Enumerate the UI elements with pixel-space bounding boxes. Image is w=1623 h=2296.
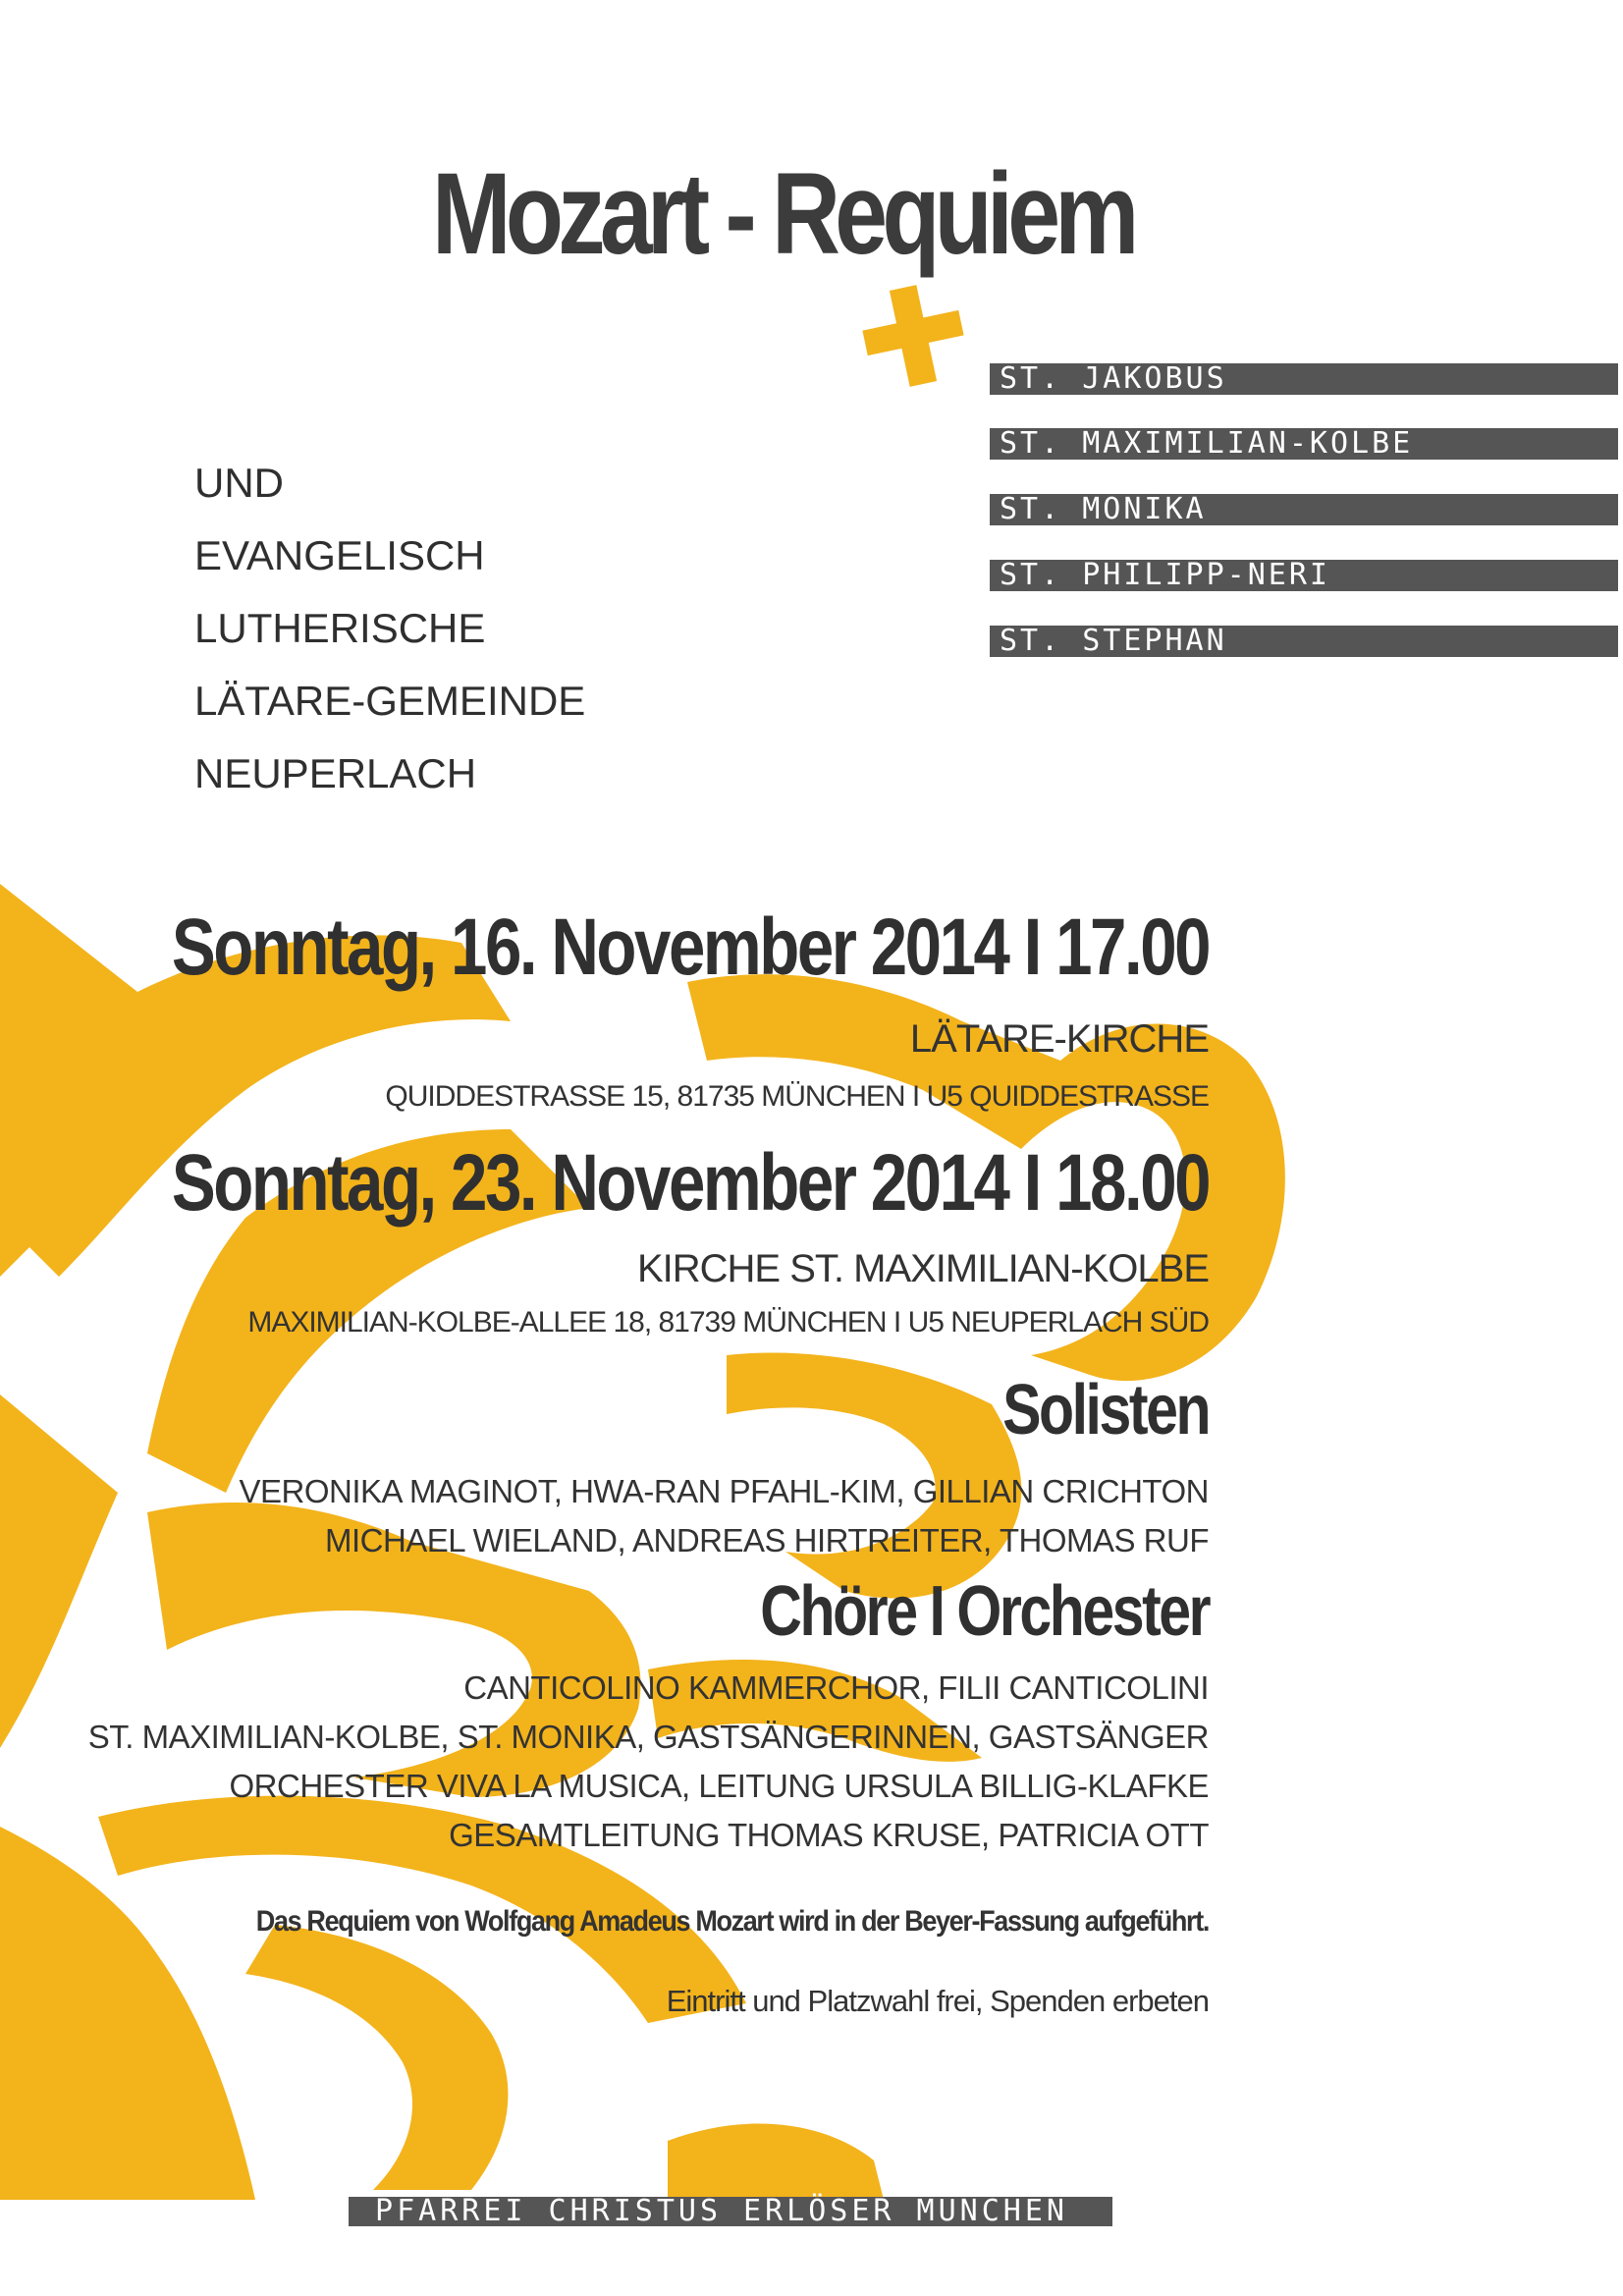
soloists-line: VERONIKA MAGINOT, HWA-RAN PFAHL-KIM, GILLIAN CRICHTON (239, 1473, 1209, 1509)
concert-venue-2: KIRCHE ST. MAXIMILIAN-KOLBE (636, 1247, 1209, 1290)
ensembles-line: ST. MAXIMILIAN-KOLBE, ST. MONIKA, GASTSÄNGERINNEN, GASTSÄNGER (87, 1719, 1209, 1755)
parish-bar-2 (990, 428, 1618, 460)
parish-label: ST. MAXIMILIAN-KOLBE (1000, 426, 1414, 461)
partner-line: NEUPERLACH (194, 750, 477, 796)
concert-address-1: QUIDDESTRASSE 15, 81735 MÜNCHEN I U5 QUIDDESTRASSE (385, 1080, 1209, 1113)
footer-bar (349, 2194, 1112, 2228)
version-note: Das Requiem von Wolfgang Amadeus Mozart wird in der Beyer-Fassung aufgeführt. (255, 1905, 1209, 1938)
cross-icon (864, 287, 962, 385)
partner-line: LUTHERISCHE (194, 605, 486, 651)
ensembles-heading: Chöre I Orchester (760, 1572, 1209, 1651)
parish-label: ST. JAKOBUS (1000, 361, 1227, 396)
ensembles-line: GESAMTLEITUNG THOMAS KRUSE, PATRICIA OTT (449, 1817, 1209, 1853)
parish-label: ST. MONIKA (1000, 492, 1207, 526)
concert-date-2: Sonntag, 23. November 2014 I 18.00 (171, 1138, 1209, 1228)
parish-bar-3 (990, 494, 1618, 525)
partner-congregation (194, 447, 585, 810)
partner-line: UND (194, 460, 284, 506)
parish-label: ST. STEPHAN (1000, 624, 1227, 658)
ensembles-line: CANTICOLINO KAMMERCHOR, FILII CANTICOLINI (463, 1669, 1209, 1706)
parish-bar-4 (990, 560, 1618, 591)
concert-address-2: MAXIMILIAN-KOLBE-ALLEE 18, 81739 MÜNCHEN I U5 NEUPERLACH SÜD (247, 1306, 1209, 1339)
concert-date-1: Sonntag, 16. November 2014 I 17.00 (171, 902, 1209, 992)
soloists-heading: Solisten (1002, 1371, 1209, 1449)
admission-note: Eintritt und Platzwahl frei, Spenden erbeten (666, 1984, 1209, 2018)
partner-line: LÄTARE-GEMEINDE (194, 678, 586, 724)
concert-venue-1: LÄTARE-KIRCHE (909, 1017, 1209, 1061)
parish-bar-1 (990, 363, 1618, 395)
concert-title: Mozart - Requiem (432, 149, 1134, 279)
soloists-line: MICHAEL WIELAND, ANDREAS HIRTREITER, THOMAS RUF (324, 1522, 1209, 1558)
parish-bar-5 (990, 626, 1618, 657)
footer-label: PFARREI CHRISTUS ERLÖSER MÜNCHEN (375, 2194, 1068, 2228)
partner-line: EVANGELISCH (194, 532, 485, 578)
parish-label: ST. PHILIPP-NERI (1000, 558, 1330, 592)
ensembles-line: ORCHESTER VIVA LA MUSICA, LEITUNG URSULA BILLIG-KLAFKE (229, 1768, 1209, 1804)
